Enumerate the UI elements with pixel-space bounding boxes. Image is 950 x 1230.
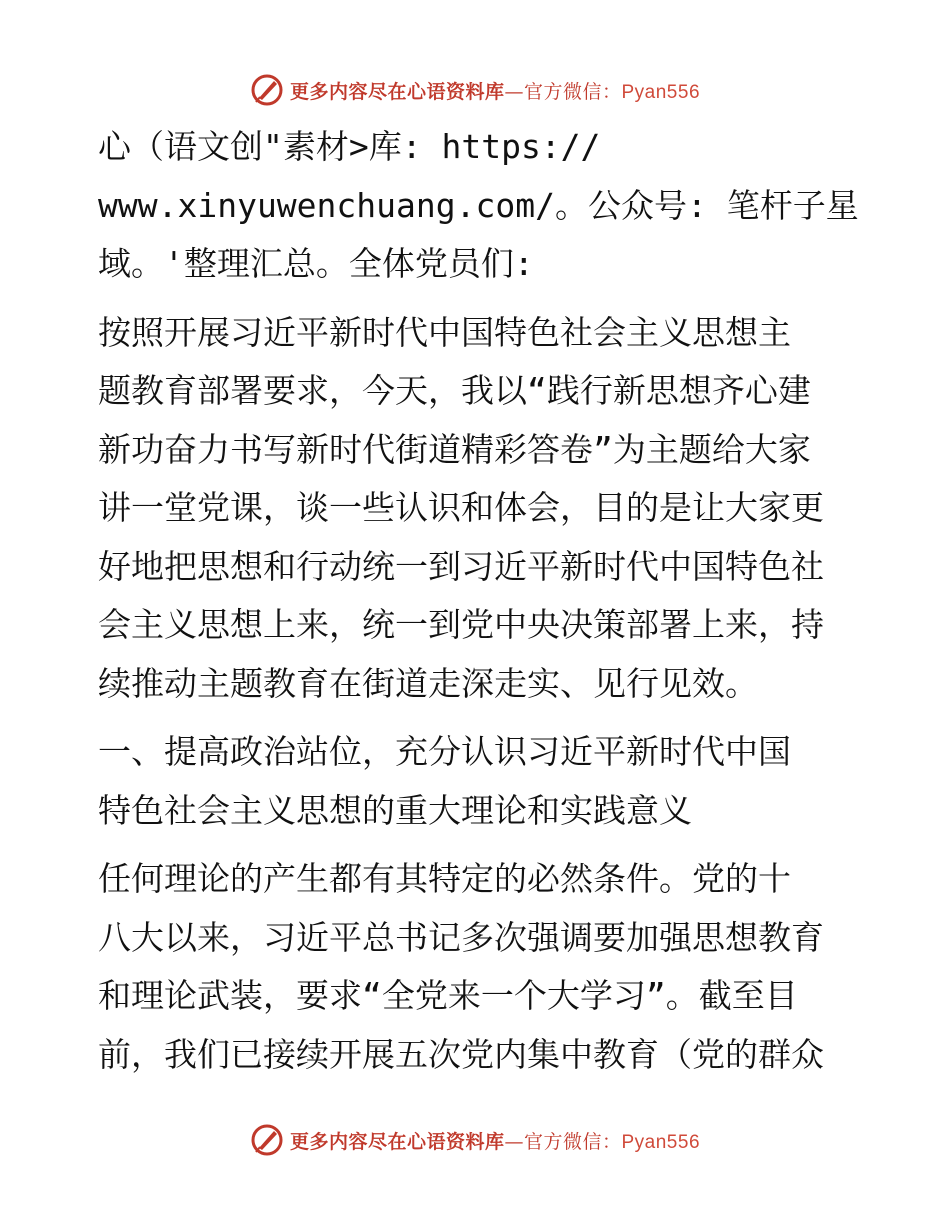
text-line: www.xinyuwenchuang.com/。公众号: 笔杆子星 (98, 185, 859, 225)
text-line: 新功奋力书写新时代街道精彩答卷”为主题给大家 (98, 429, 811, 469)
text-line: 题教育部署要求，今天，我以“践行新思想齐心建 (98, 371, 811, 410)
paragraph (98, 850, 858, 1084)
banner-wechat-id: Pyan556 (621, 1131, 701, 1153)
footer-watermark-banner (0, 1120, 950, 1160)
text-line: 和理论武装，要求“全党来一个大学习”。截至目 (98, 976, 798, 1015)
text-line: 心（语文创"素材>库: https:// (98, 127, 601, 166)
paragraph (98, 304, 858, 714)
document-body (98, 118, 858, 1084)
text-line: 好地把思想和行动统一到习近平新时代中国特色社 (98, 546, 824, 586)
banner-wechat-id: Pyan556 (621, 81, 701, 103)
text-line: 一、提高政治站位，充分认识习近平新时代中国 (98, 732, 791, 771)
text-line: 讲一堂党课，谈一些认识和体会，目的是让大家更 (98, 488, 824, 527)
banner-wechat-label: 官方微信： (523, 1130, 622, 1153)
banner-wechat-label: 官方微信： (523, 80, 622, 103)
text-line: 特色社会主义思想的重大理论和实践意义 (98, 790, 692, 830)
paragraph (98, 118, 858, 294)
section-heading (98, 723, 858, 840)
banner-site-text: 更多内容尽在心语资料库 (289, 1130, 505, 1153)
text-line: 任何理论的产生都有其特定的必然条件。党的十 (98, 859, 791, 898)
banner-dash: — (504, 1130, 524, 1153)
text-line: 前，我们已接续开展五次党内集中教育（党的群众 (98, 1034, 824, 1074)
text-line: 按照开展习近平新时代中国特色社会主义思想主 (98, 312, 791, 352)
text-line: 会主义思想上来，统一到党中央决策部署上来，持 (98, 605, 824, 644)
quill-pen-logo-icon (250, 1123, 284, 1157)
text-line: 续推动主题教育在街道走深走实、见行见效。 (98, 663, 758, 703)
text-line: 八大以来，习近平总书记多次强调要加强思想教育 (98, 917, 824, 957)
banner-dash: — (504, 80, 524, 103)
banner-site-text: 更多内容尽在心语资料库 (289, 80, 505, 103)
quill-pen-logo-icon (250, 73, 284, 107)
text-line: 域。'整理汇总。全体党员们: (98, 244, 534, 283)
header-watermark-banner (0, 70, 950, 110)
